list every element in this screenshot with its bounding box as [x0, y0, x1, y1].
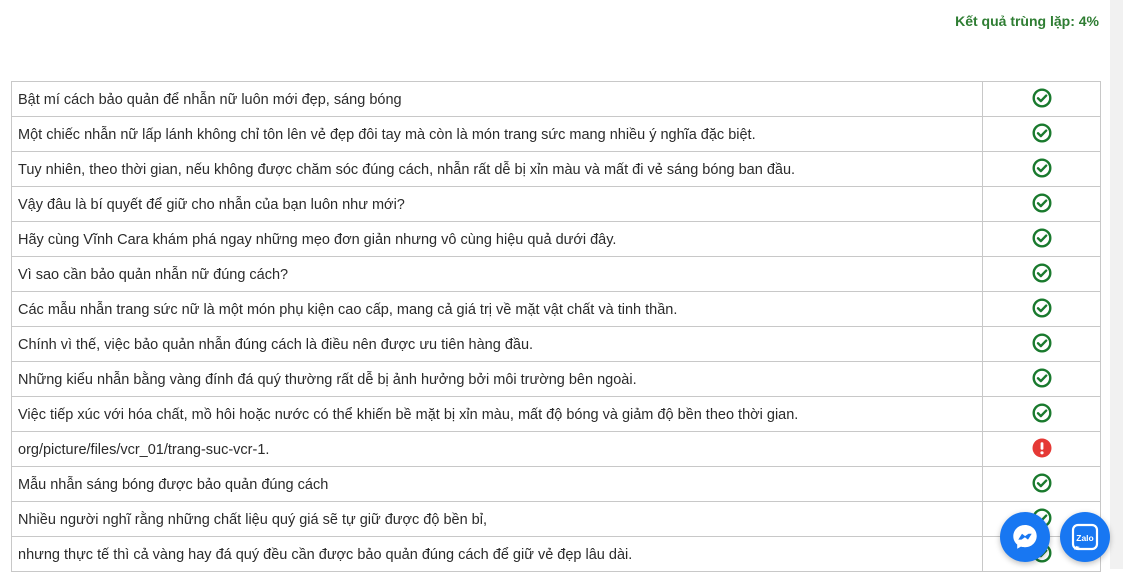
status-cell	[983, 117, 1100, 151]
table-row	[12, 502, 1100, 537]
table-row	[12, 152, 1100, 187]
check-circle-icon[interactable]	[1032, 298, 1052, 318]
table-row	[12, 362, 1100, 397]
sentence-text: Tuy nhiên, theo thời gian, nếu không được chăm sóc đúng cách, nhẫn rất dễ bị xỉn màu và mất đi vẻ sáng bóng ban đầu.	[12, 152, 983, 186]
zalo-chat-button[interactable]	[1060, 512, 1110, 562]
check-circle-icon[interactable]	[1032, 193, 1052, 213]
sentence-text: Một chiếc nhẫn nữ lấp lánh không chỉ tôn lên vẻ đẹp đôi tay mà còn là món trang sức mang nhiều ý nghĩa đặc biệt.	[12, 117, 983, 151]
table-row	[12, 117, 1100, 152]
check-circle-icon[interactable]	[1032, 263, 1052, 283]
check-circle-icon[interactable]	[1032, 368, 1052, 388]
sentence-text: Bật mí cách bảo quản để nhẫn nữ luôn mới đẹp, sáng bóng	[12, 82, 983, 116]
sentence-text: Vậy đâu là bí quyết để giữ cho nhẫn của bạn luôn như mới?	[12, 187, 983, 221]
sentence-text: Nhiều người nghĩ rằng những chất liệu quý giá sẽ tự giữ được độ bền bỉ,	[12, 502, 983, 536]
table-row	[12, 257, 1100, 292]
table-row	[12, 292, 1100, 327]
table-row	[12, 467, 1100, 502]
sentence-text: Những kiểu nhẫn bằng vàng đính đá quý thường rất dễ bị ảnh hưởng bởi môi trường bên ngoài.	[12, 362, 983, 396]
status-cell	[983, 292, 1100, 326]
sentence-text: Vì sao cần bảo quản nhẫn nữ đúng cách?	[12, 257, 983, 291]
table-row	[12, 327, 1100, 362]
sentence-text: Chính vì thế, việc bảo quản nhẫn đúng cách là điều nên được ưu tiên hàng đầu.	[12, 327, 983, 361]
table-row	[12, 222, 1100, 257]
check-circle-icon[interactable]	[1032, 158, 1052, 178]
sentence-text: Các mẫu nhẫn trang sức nữ là một món phụ kiện cao cấp, mang cả giá trị về mặt vật chất và tinh thần.	[12, 292, 983, 326]
check-circle-icon[interactable]	[1032, 473, 1052, 493]
messenger-chat-button[interactable]	[1000, 512, 1050, 562]
duplicate-result-label: Kết quả trùng lặp: 4%	[955, 13, 1099, 29]
exclamation-circle-icon[interactable]	[1032, 438, 1052, 458]
zalo-label: Zalo	[1076, 533, 1094, 543]
status-cell	[983, 397, 1100, 431]
status-cell	[983, 362, 1100, 396]
table-row	[12, 397, 1100, 432]
check-circle-icon[interactable]	[1032, 403, 1052, 423]
table-row	[12, 187, 1100, 222]
status-cell	[983, 152, 1100, 186]
status-cell	[983, 82, 1100, 116]
table-row	[12, 537, 1100, 572]
check-circle-icon[interactable]	[1032, 333, 1052, 353]
status-cell	[983, 222, 1100, 256]
status-cell	[983, 187, 1100, 221]
page-scroll-gutter	[1110, 0, 1123, 569]
zalo-icon	[1070, 522, 1100, 552]
table-row	[12, 82, 1100, 117]
sentence-text: Mẫu nhẫn sáng bóng được bảo quản đúng cách	[12, 467, 983, 501]
status-cell	[983, 432, 1100, 466]
sentence-text: org/picture/files/vcr_01/trang-suc-vcr-1.	[12, 432, 983, 466]
sentence-check-table	[11, 81, 1101, 572]
check-circle-icon[interactable]	[1032, 123, 1052, 143]
sentence-text: Hãy cùng Vĩnh Cara khám phá ngay những mẹo đơn giản nhưng vô cùng hiệu quả dưới đây.	[12, 222, 983, 256]
sentence-text: nhưng thực tế thì cả vàng hay đá quý đều cần được bảo quản đúng cách để giữ vẻ đẹp lâu dài.	[12, 537, 983, 571]
status-cell	[983, 257, 1100, 291]
sentence-text: Việc tiếp xúc với hóa chất, mồ hôi hoặc nước có thể khiến bề mặt bị xỉn màu, mất độ bóng và giảm độ bền theo thời gian.	[12, 397, 983, 431]
messenger-icon	[1011, 523, 1039, 551]
check-circle-icon[interactable]	[1032, 88, 1052, 108]
status-cell	[983, 327, 1100, 361]
status-cell	[983, 467, 1100, 501]
check-circle-icon[interactable]	[1032, 228, 1052, 248]
table-row	[12, 432, 1100, 467]
